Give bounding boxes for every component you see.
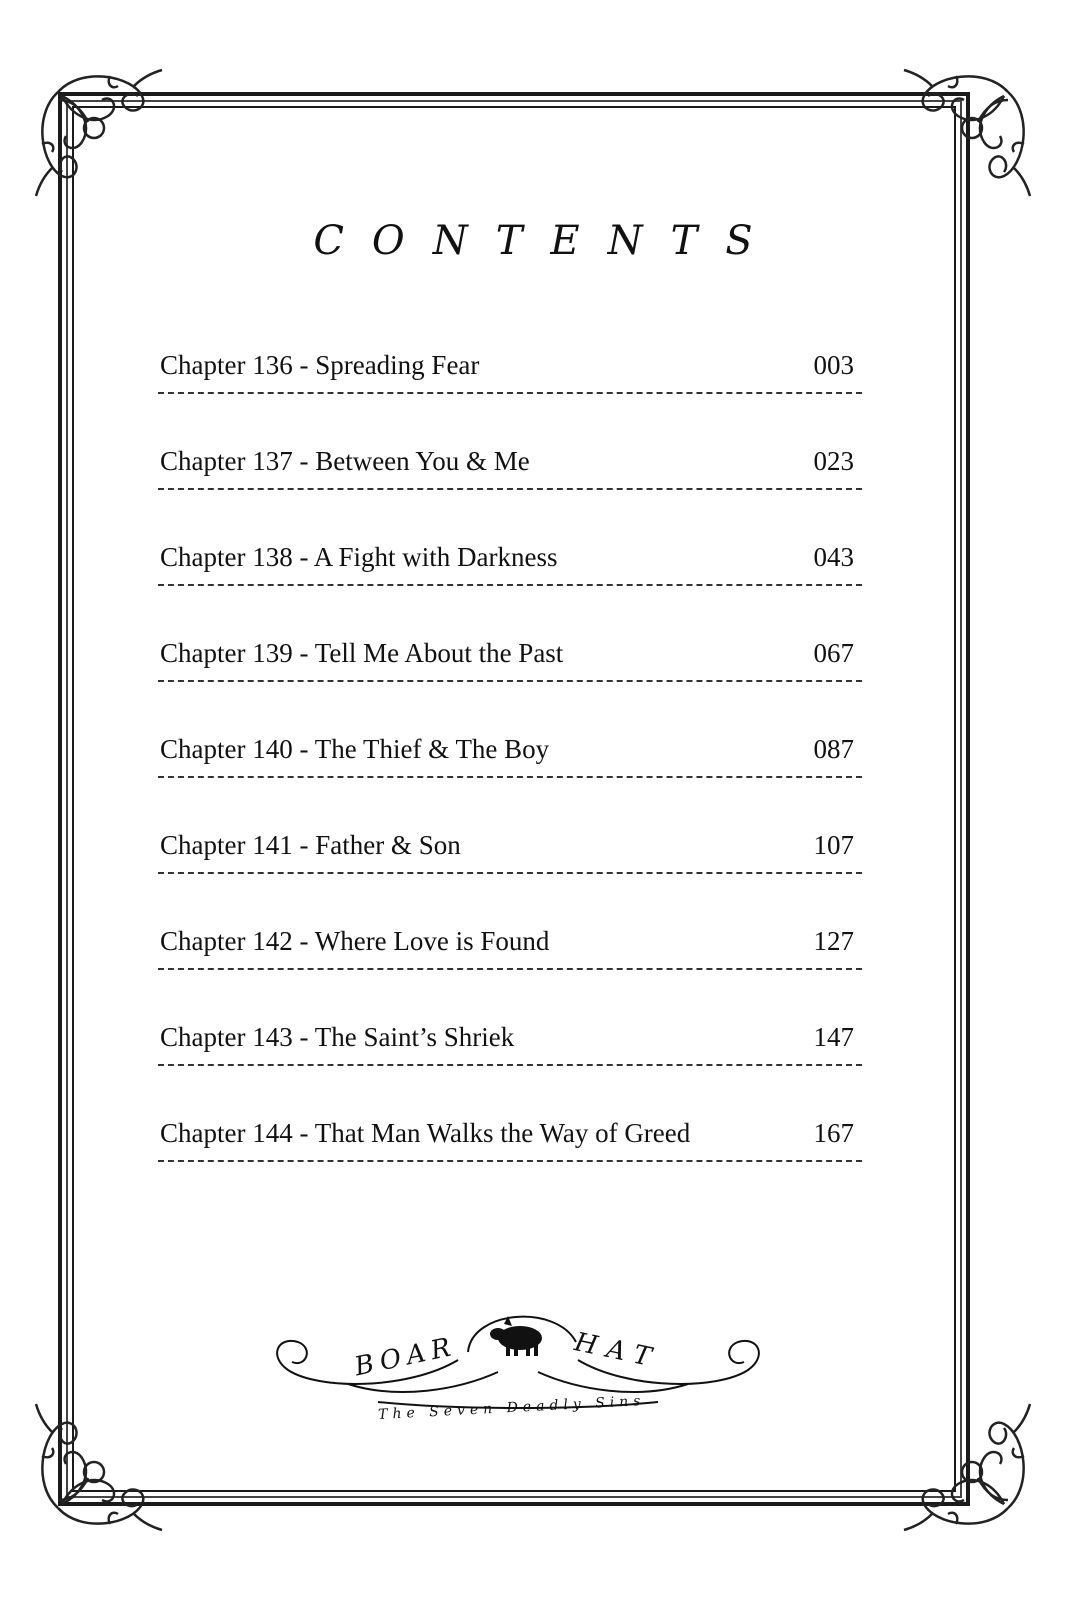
page-number: 127 xyxy=(813,926,854,956)
page-number: 067 xyxy=(813,638,854,668)
chapter-title: Chapter 140 - The Thief & The Boy xyxy=(160,734,550,764)
logo-subtitle: The Seven Deadly Sins xyxy=(377,1393,646,1423)
dashed-divider xyxy=(158,776,862,778)
pig-icon xyxy=(490,1316,542,1356)
chapter-title: Chapter 138 - A Fight with Darkness xyxy=(160,542,558,572)
toc-entry[interactable] xyxy=(158,1012,862,1108)
toc-entry[interactable] xyxy=(158,724,862,820)
dashed-divider xyxy=(158,392,862,394)
chapter-title: Chapter 144 - That Man Walks the Way of Greed xyxy=(160,1118,691,1148)
dashed-divider xyxy=(158,872,862,874)
page-number: 043 xyxy=(813,542,854,572)
table-of-contents xyxy=(158,340,862,1204)
toc-entry[interactable] xyxy=(158,1108,862,1204)
chapter-title: Chapter 136 - Spreading Fear xyxy=(160,350,480,380)
toc-entry[interactable] xyxy=(158,916,862,1012)
chapter-title: Chapter 143 - The Saint’s Shriek xyxy=(160,1022,515,1052)
page-number: 107 xyxy=(813,830,854,860)
dashed-divider xyxy=(158,1064,862,1066)
chapter-title: Chapter 139 - Tell Me About the Past xyxy=(160,638,564,668)
chapter-title: Chapter 137 - Between You & Me xyxy=(160,446,530,476)
toc-entry[interactable] xyxy=(158,436,862,532)
chapter-title: Chapter 141 - Father & Son xyxy=(160,830,461,860)
dashed-divider xyxy=(158,968,862,970)
page-number: 147 xyxy=(813,1022,854,1052)
dashed-divider xyxy=(158,680,862,682)
page-number: 087 xyxy=(813,734,854,764)
dashed-divider xyxy=(158,488,862,490)
page-number: 003 xyxy=(813,350,854,380)
page-title: CONTENTS xyxy=(313,218,781,264)
toc-entry[interactable] xyxy=(158,532,862,628)
chapter-title: Chapter 142 - Where Love is Found xyxy=(160,926,550,956)
page-number: 167 xyxy=(813,1118,854,1148)
logo-word-right: HAT xyxy=(571,1327,664,1375)
page-number: 023 xyxy=(813,446,854,476)
toc-entry[interactable] xyxy=(158,340,862,436)
ornamental-corner-top-left-icon xyxy=(22,56,172,206)
toc-entry[interactable] xyxy=(158,628,862,724)
logo-word-left: BOAR xyxy=(352,1331,460,1383)
dashed-divider xyxy=(158,1160,862,1162)
ornamental-corner-bottom-right-icon xyxy=(894,1394,1044,1544)
ornamental-corner-top-right-icon xyxy=(894,56,1044,206)
dashed-divider xyxy=(158,584,862,586)
ornamental-corner-bottom-left-icon xyxy=(22,1394,172,1544)
toc-entry[interactable] xyxy=(158,820,862,916)
